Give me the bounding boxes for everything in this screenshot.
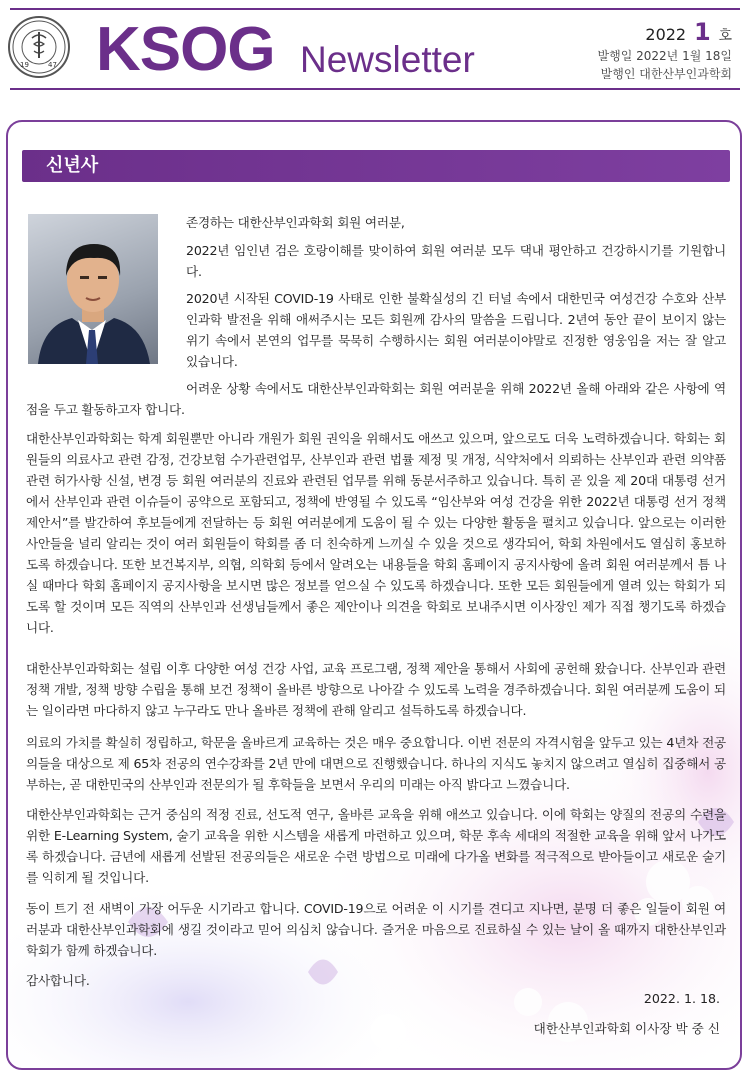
society-seal-logo	[8, 16, 70, 78]
publish-date: 발행일 2022년 1월 18일	[597, 49, 732, 63]
header-bottom-rule	[10, 88, 740, 90]
chairman-portrait	[28, 214, 158, 364]
section-header-bar	[22, 150, 730, 182]
paragraph-plans-intro: 어려운 상황 속에서도 대한산부인과학회는 회원 여러분을 위해 2022년 올해 아래와 같은 사항에 역점을 두고 활동하고자 합니다.	[26, 381, 726, 417]
paragraph-education: 의료의 가치를 확실히 정립하고, 학문을 올바르게 교육하는 것은 매우 중요합니다. 이번 전문의 자격시험을 앞두고 있는 4년차 전공의들을 대상으로 제 65차 전공의 연수강좌를 2년 만에 대면으로 진행했습니다. 하나의 지식도 놓치지 않으려고 열심히 집중해서 공부하는, 곧 대한민국의 산부인과 전문의가 될 후학들을 보면서 우리의 미래는 아직 밝다고 느꼈습니다.	[26, 735, 726, 792]
paragraph-new-year: 2022년 임인년 검은 호랑이해를 맞이하여 회원 여러분 모두 댁내 평안하고 건강하시기를 기원합니다.	[186, 243, 726, 279]
newsletter-header	[0, 0, 750, 92]
issue-info	[598, 18, 732, 82]
issue-number: 1	[693, 18, 711, 46]
paragraph-member-support: 대한산부인과학회는 학계 회원뿐만 아니라 개원가 회원 권익을 위해서도 애쓰고 있으며, 앞으로도 더욱 노력하겠습니다. 학회는 회원들의 의료사고 관련 감정, 건강보험 수가관련업무, 산부인과 관련 법률 제정 및 개정, 식약처에서 의뢰하는 산부인과 관련 의약품 관련 허가사항 신설, 변경 등 회원 여러분의 진료와 관련된 업무를 위해 동분서주하고 있습니다. 특히 곧 있을 제 20대 대통령 선거에서 산부인과 관련 이슈들이 공약으로 포함되고, 정책에 반영될 수 있도록 “임산부와 여성 건강을 위한 2022년 대통령 선거 정책 제안서”를 발간하여 후보들에게 전달하는 등 회원 여러분에게 도움이 될 수 있는 다양한 활동을 펼치고 있습니다. 앞으로는 이러한 사안들을 널리 알리는 것이 여러 회원들이 학회를 좀 더 친숙하게 느끼실 수 있을 것으로 생각되어, 학회 차원에서도 열심히 홍보하도록 하겠습니다. 또한 보건복지부, 의협, 의학회 등에서 알려오는 내용들을 학회 홈페이지 공지사항에 올려 회원 여러분께서 틈 나실 때마다 학회 홈페이지 공지사항을 보시면 많은 정보를 얻으실 수 있도록 하겠습니다. 또한 모든 회원들에게 열려 있는 학회가 되도록 할 것이며 모든 직역의 산부인과 선생님들께서 좋은 제안이나 의견을 학회로 보내주시면 이사장인 제가 직접 챙기도록 하겠습니다.	[26, 431, 726, 635]
publisher: 발행인 대한산부인과학회	[600, 67, 732, 81]
signature-date: 2022. 1. 18.	[643, 991, 720, 1006]
paragraph-greeting: 존경하는 대한산부인과학회 회원 여러분,	[186, 215, 405, 230]
issue-year: 2022	[645, 25, 687, 44]
brand-title: KSOG	[96, 15, 275, 84]
issue-suffix: 호	[718, 28, 732, 44]
content-frame	[6, 120, 742, 1070]
paragraph-research: 대한산부인과학회는 근거 중심의 적정 진료, 선도적 연구, 올바른 교육을 위해 애쓰고 있습니다. 이에 학회는 양질의 전공의 수련을 위한 E-Learning System, 술기 교육을 위한 시스템을 새롭게 마련하고 있으며, 학문 후속 세대의 적절한 교육을 위해 앞서 나가도록 하겠습니다. 금년에 새롭게 선발된 전공의들은 새로운 수련 방법으로 미래에 다가올 변화를 적극적으로 받아들이고 새로운 술기를 익히게 될 것입니다.	[26, 807, 726, 885]
signature-name: 대한산부인과학회 이사장 박 중 신	[533, 1021, 720, 1036]
paragraph-thanks: 감사합니다.	[26, 973, 90, 988]
section-title: 신년사	[46, 155, 99, 176]
paragraph-policy: 대한산부인과학회는 설립 이후 다양한 여성 건강 사업, 교육 프로그램, 정책 제안을 통해서 사회에 공헌해 왔습니다. 산부인과 관련 정책 개발, 정책 방향 수립을 통해 보건 정책이 올바른 방향으로 나아갈 수 있도록 노력을 경주하겠습니다. 회원 여러분께 도움이 되는 일이라면 마다하지 않고 누구라도 만나 올바른 정책에 관해 알리고 설득하도록 하겠습니다.	[26, 661, 726, 718]
seal-year-left: 19	[20, 61, 29, 69]
paragraph-covid-thanks: 2020년 시작된 COVID-19 사태로 인한 불확실성의 긴 터널 속에서 대한민국 여성건강 수호와 산부인과학 발전을 위해 애써주시는 모든 회원께 감사의 말씀을 드립니다. 2년여 동안 끝이 보이지 않는 위기 속에서 본연의 업무를 묵묵히 수행하시는 회원 여러분이야말로 진정한 영웅임을 저는 잘 알고 있습니다.	[186, 291, 726, 369]
brand-subtitle: Newsletter	[300, 39, 475, 80]
seal-year-right: 47	[48, 61, 57, 69]
paragraph-closing: 동이 트기 전 새벽이 가장 어두운 시기라고 합니다. COVID-19으로 어려운 이 시기를 견디고 지나면, 분명 더 좋은 일들이 회원 여러분과 대한산부인과학회에 생길 것이라고 믿어 의심치 않습니다. 즐거운 마음으로 진료하실 수 있는 날이 올 때까지 대한산부인과학회가 함께 하겠습니다.	[26, 901, 726, 958]
